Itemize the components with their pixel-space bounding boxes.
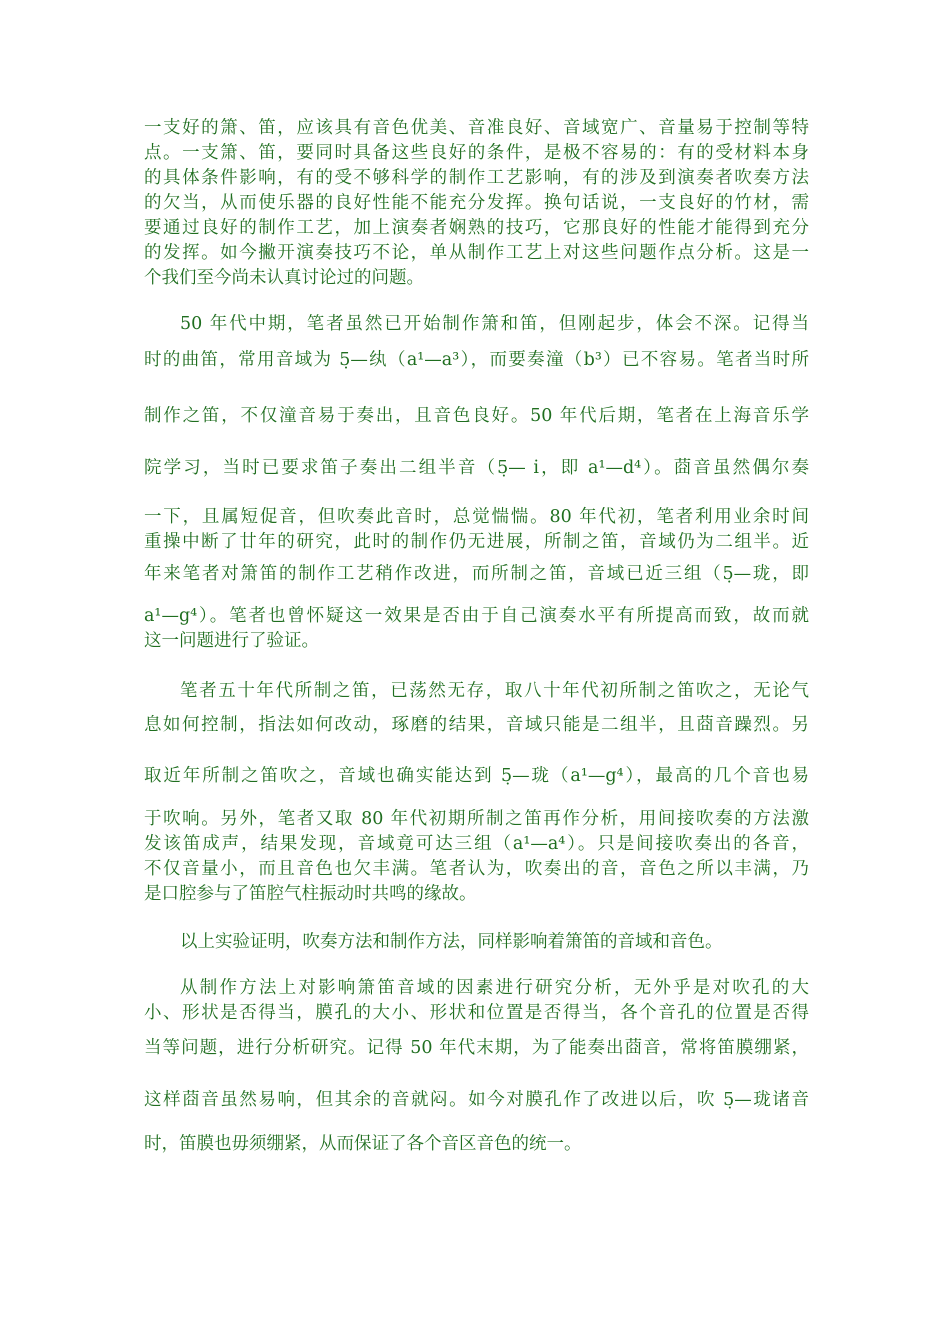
text-line: 年来笔者对箫笛的制作工艺稍作改进，而所制之笛，音域已近三组（5̣—珑，即 bbox=[144, 564, 809, 584]
text-line: 以上实验证明，吹奏方法和制作方法，同样影响着箫笛的音域和音色。 bbox=[180, 932, 723, 952]
text-line: 制作之笛，不仅潼音易于奏出，且音色良好。50 年代后期，笔者在上海音乐学 bbox=[144, 406, 809, 426]
text-line: 重操中断了廿年的研究，此时的制作仍无进展，所制之笛，音域仍为二组半。近 bbox=[144, 532, 809, 552]
text-line: 的具体条件影响，有的受不够科学的制作工艺影响，有的涉及到演奏者吹奏方法 bbox=[144, 168, 809, 188]
text-line: 时，笛膜也毋须绷紧，从而保证了各个音区音色的统一。 bbox=[144, 1134, 582, 1154]
text-line: 于吹响。另外，笔者又取 80 年代初期所制之笛再作分析，用间接吹奏的方法激 bbox=[144, 809, 809, 829]
text-line: 笔者五十年代所制之笛，已荡然无存，取八十年代初所制之笛吹之，无论气 bbox=[180, 681, 809, 701]
text-line: 一支好的箫、笛，应该具有音色优美、音准良好、音域宽广、音量易于控制等特 bbox=[144, 118, 809, 138]
text-line: 个我们至今尚未认真讨论过的问题。 bbox=[144, 268, 424, 288]
text-line: 发该笛成声，结果发现，音域竟可达三组（a¹—a⁴）。只是间接吹奏出的各音， bbox=[144, 834, 809, 854]
text-line: 一下，且属短促音，但吹奏此音时，总觉惴惴。80 年代初，笔者利用业余时间 bbox=[144, 507, 809, 527]
text-line: 从制作方法上对影响箫笛音域的因素进行研究分析，无外乎是对吹孔的大 bbox=[180, 978, 809, 998]
text-line: 小、形状是否得当，膜孔的大小、形状和位置是否得当，各个音孔的位置是否得 bbox=[144, 1003, 809, 1023]
text-line: 50 年代中期，笔者虽然已开始制作箫和笛，但刚起步，体会不深。记得当 bbox=[180, 314, 809, 334]
text-line: a¹—g⁴）。笔者也曾怀疑这一效果是否由于自己演奏水平有所提高而致，故而就 bbox=[144, 606, 809, 626]
text-line: 息如何控制，指法如何改动，琢磨的结果，音域只能是二组半，且莔音躁烈。另 bbox=[144, 715, 809, 735]
text-line: 不仅音量小，而且音色也欠丰满。笔者认为，吹奏出的音，音色之所以丰满，乃 bbox=[144, 859, 809, 879]
text-line: 是口腔参与了笛腔气柱振动时共鸣的缘故。 bbox=[144, 884, 477, 904]
text-line: 这一问题进行了验证。 bbox=[144, 631, 319, 651]
text-line: 时的曲笛，常用音域为 5̣—纨（a¹—a³），而要奏潼（b³）已不容易。笔者当时所 bbox=[144, 350, 809, 370]
text-line: 的欠当，从而使乐器的良好性能不能充分发挥。换句话说，一支良好的竹材，需 bbox=[144, 193, 809, 213]
text-line: 取近年所制之笛吹之，音域也确实能达到 5̣—珑（a¹—g⁴），最高的几个音也易 bbox=[144, 766, 809, 786]
text-line: 的发挥。如今撇开演奏技巧不论，单从制作工艺上对这些问题作点分析。这是一 bbox=[144, 243, 809, 263]
text-line: 这样莔音虽然易响，但其余的音就闷。如今对膜孔作了改进以后，吹 5̣—珑诸音 bbox=[144, 1090, 809, 1110]
text-line: 当等问题，进行分析研究。记得 50 年代末期，为了能奏出莔音，常将笛膜绷紧， bbox=[144, 1038, 809, 1058]
text-line: 点。一支箫、笛，要同时具备这些良好的条件，是极不容易的：有的受材料本身 bbox=[144, 143, 809, 163]
text-line: 要通过良好的制作工艺，加上演奏者娴熟的技巧，它那良好的性能才能得到充分 bbox=[144, 218, 809, 238]
text-line: 院学习，当时已要求笛子奏出二组半音（5̣— i̇，即 a¹—d⁴）。莔音虽然偶尔奏 bbox=[144, 458, 809, 478]
